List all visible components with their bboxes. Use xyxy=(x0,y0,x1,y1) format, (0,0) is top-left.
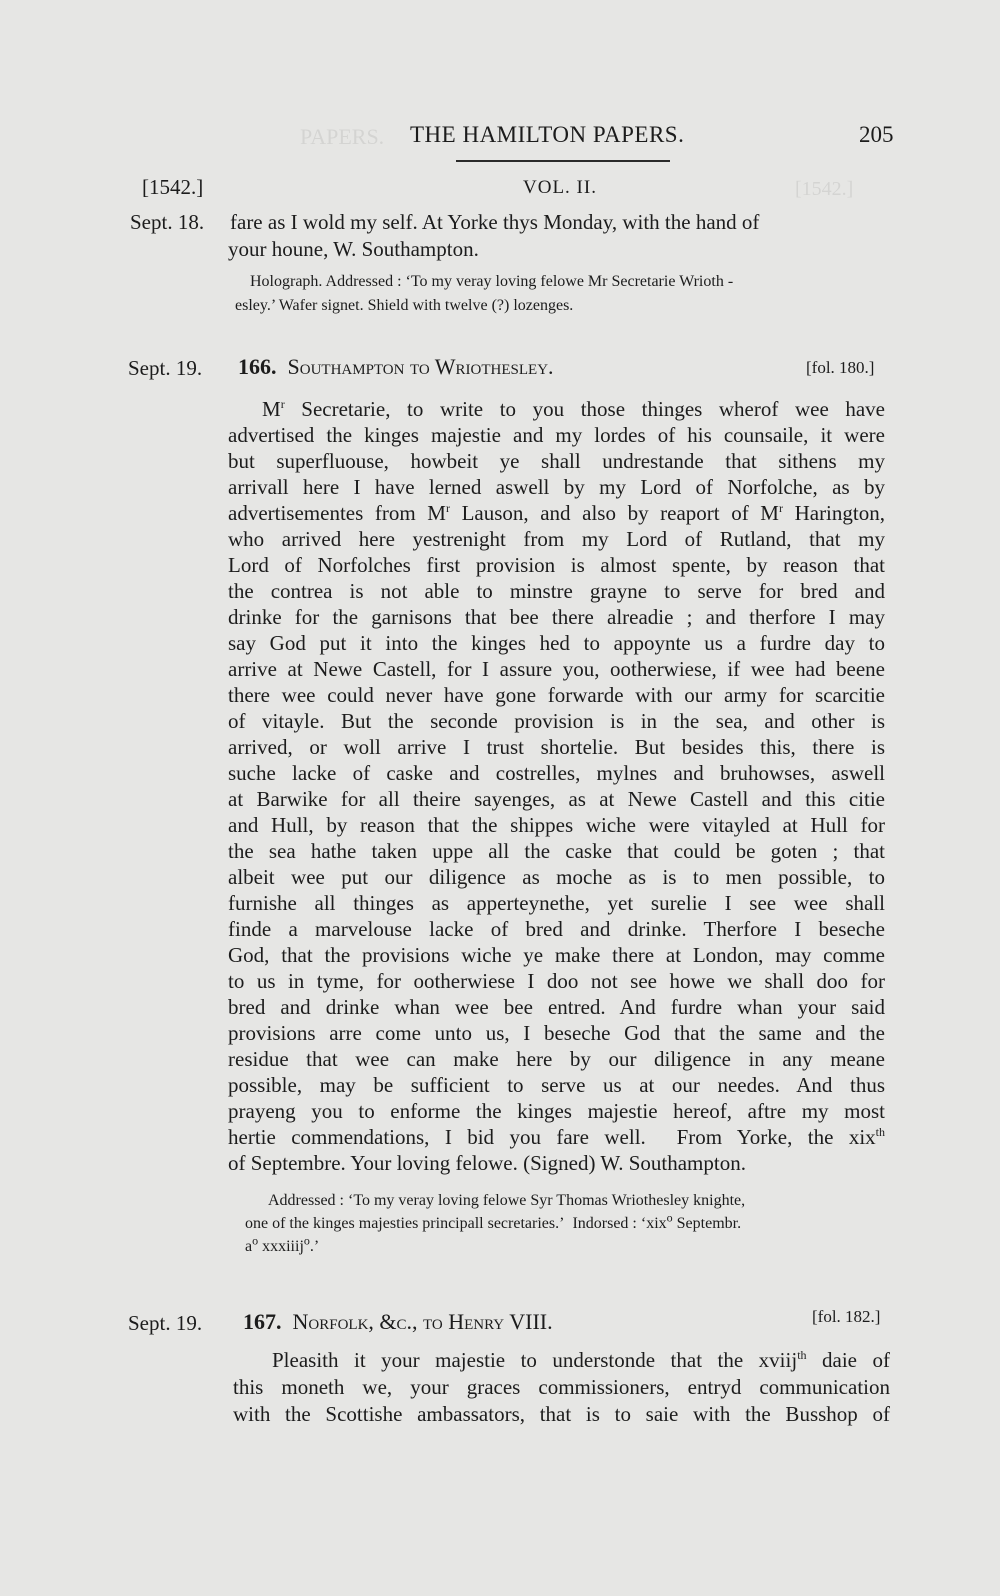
entry-date: Sept. 18. xyxy=(130,210,205,234)
entry-date: Sept. 19. xyxy=(128,356,203,380)
folio-reference: [fol. 182.] xyxy=(812,1307,881,1326)
text-line: Pleasith it your majestie to understonde that the xviij$^{th}$ daie of xyxy=(272,1348,890,1372)
entry-heading xyxy=(238,354,554,380)
text-line: albeit wee put our diligence as moche as is to men possible, to xyxy=(228,865,885,889)
text-line: your houne, W. Southampton. xyxy=(228,237,479,261)
entry-number: 167. xyxy=(243,1309,282,1334)
text-line: the sea hathe taken uppe all the caske that could be goten ; that xyxy=(228,839,885,863)
editorial-note: esley.’ Wafer signet. Shield with twelve (?) lozenges. xyxy=(235,297,574,314)
text-line: advertised the kinges majestie and my lordes of his counsaile, it were xyxy=(228,423,885,447)
text-line: and Hull, by reason that the shippes wiche were vitayled at Hull for xyxy=(228,813,885,837)
folio-reference: [fol. 180.] xyxy=(806,358,875,377)
text-line: at Barwike for all theire sayenges, as at Newe Castell and this citie xyxy=(228,787,885,811)
text-line: possible, may be sufficient to serve us at our needes. And thus xyxy=(228,1073,885,1097)
text-line: fare as I wold my self. At Yorke thys Monday, with the hand of xyxy=(230,210,760,234)
text-line: Lord of Norfolches first provision is almost spente, by reason that xyxy=(228,553,885,577)
text-line: God, that the provisions wiche ye make there at London, may comme xyxy=(228,943,885,967)
text-line: the contrea is not able to minstre grayne to serve for bred and xyxy=(228,579,885,603)
text-line: but superfluouse, howbeit ye shall undrestande that sithens my xyxy=(228,449,885,473)
entry-title: Norfolk, &c., to Henry VIII. xyxy=(292,1309,553,1334)
text-line: bred and drinke whan wee bee entred. And furdre whan your said xyxy=(228,995,885,1019)
text-line: say God put it into the kinges hed to appoynte us a furdre day to xyxy=(228,631,885,655)
volume-label: VOL. II. xyxy=(523,177,597,198)
text-line: drinke for the garnisons that bee there alreadie ; and therfore I may xyxy=(228,605,885,629)
editorial-note: $a^o$ xxxiiij$^o$.’ xyxy=(245,1233,320,1255)
entry-heading xyxy=(243,1309,553,1335)
text-line: this moneth we, your graces commissioners, entryd communication xyxy=(233,1375,890,1399)
text-line: arrivall here I have lerned aswell by my Lord of Norfolche, as by xyxy=(228,475,885,499)
running-title: THE HAMILTON PAPERS. xyxy=(410,122,685,147)
text-line: of Septembre. Your loving felowe. (Signed) W. Southampton. xyxy=(228,1151,746,1175)
text-line: of vitayle. But the seconde provision is in the sea, and other is xyxy=(228,709,885,733)
header-rule xyxy=(456,160,670,162)
editorial-note: one of the kinges majesties principall secretaries.’ Indorsed : ‘xix$^o$ Septembr. xyxy=(245,1210,742,1232)
entry-date: Sept. 19. xyxy=(128,1311,203,1335)
text-line: arrived, or woll arrive I trust shortelie. But besides this, there is xyxy=(228,735,885,759)
text-line: there wee could never have gone forwarde with our army for scarcitie xyxy=(228,683,885,707)
text-line: to us in tyme, for ootherwiese I doo not see howe we shall doo for xyxy=(228,969,885,993)
entry-title: Southampton to Wriothesley. xyxy=(287,354,554,379)
text-line: who arrived here yestrenight from my Lord of Rutland, that my xyxy=(228,527,885,551)
bleed-through-text: [1542.] xyxy=(795,178,854,200)
text-line: prayeng you to enforme the kinges majestie hereof, aftre my most xyxy=(228,1099,885,1123)
text-line: advertisementes from $M^r$ Lauson, and also by reaport of $M^r$ Harington, xyxy=(228,501,885,525)
text-line: residue that wee can make here by our diligence in any meane xyxy=(228,1047,885,1071)
year-marker: [1542.] xyxy=(142,175,204,199)
text-line: arrive at Newe Castell, for I assure you, ootherwiese, if wee had beene xyxy=(228,657,885,681)
page-number: 205 xyxy=(859,122,894,147)
bleed-through-text: PAPERS. xyxy=(300,124,385,149)
text-line: furnishe all thinges as apperteynethe, yet surelie I see wee shall xyxy=(228,891,885,915)
editorial-note: Addressed : ‘To my veray loving felowe Syr Thomas Wriothesley knighte, xyxy=(268,1192,746,1209)
text-line: provisions arre come unto us, I beseche God that the same and the xyxy=(228,1021,885,1045)
entry-number: 166. xyxy=(238,354,277,379)
text-line: suche lacke of caske and costrelles, mylnes and bruhowses, aswell xyxy=(228,761,885,785)
text-line: with the Scottishe ambassators, that is to saie with the Busshop of xyxy=(233,1402,890,1426)
text-line: hertie commendations, I bid you fare well. From Yorke, the xix$^{th}$ xyxy=(228,1125,885,1149)
text-line: finde a marvelouse lacke of bred and drinke. Therfore I beseche xyxy=(228,917,885,941)
editorial-note: Holograph. Addressed : ‘To my veray loving felowe Mr Secretarie Wrioth - xyxy=(250,273,734,290)
text-line: $M^r$ Secretarie, to write to you those thinges wherof wee have xyxy=(262,397,885,421)
